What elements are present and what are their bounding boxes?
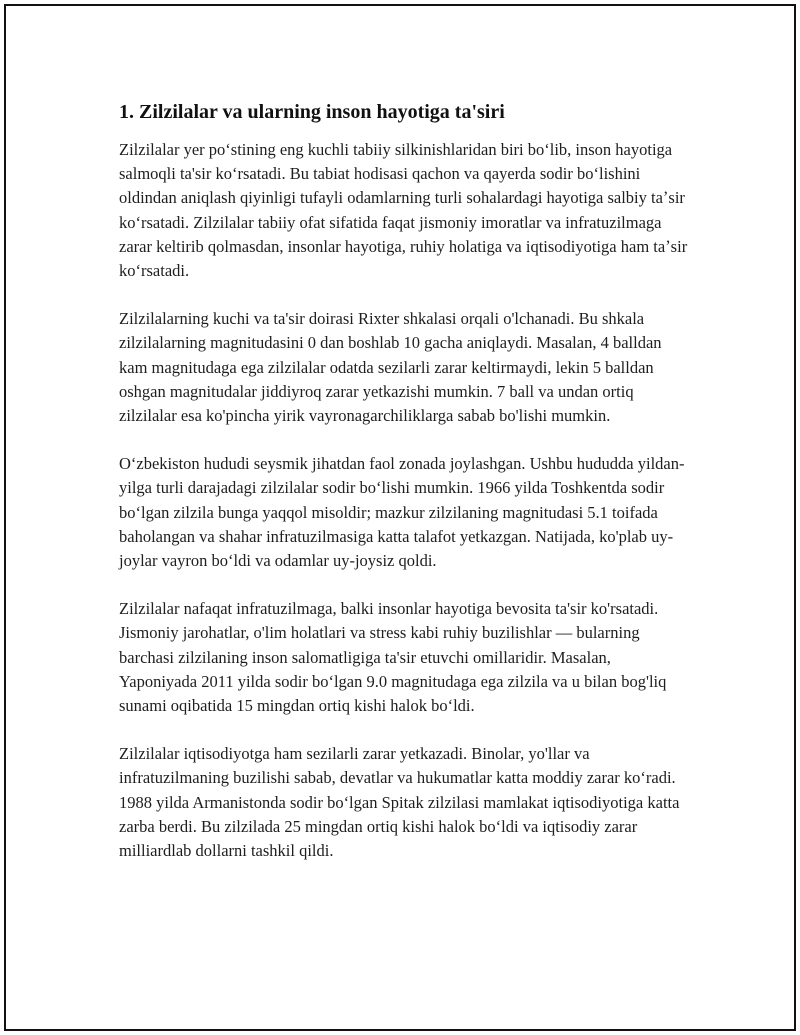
- paragraph-human-impact: Zilzilalar nafaqat infratuzilmaga, balki insonlar hayotiga bevosita ta'sir ko'rsatadi. Jismoniy jarohatlar, o'lim holatlari va stress kabi ruhiy buzilishlar — bularning barchasi zilzilaning inson salomatligiga ta'sir etuvchi omillaridir. Masalan, Yaponiyada 2011 yilda sodir boʻlgan 9.0 magnitudaga ega zilzila va u bilan bog'liq sunami oqibatida 15 mingdan ortiq kishi halok boʻldi.: [119, 599, 667, 716]
- paragraph-richter-scale: Zilzilalarning kuchi va ta'sir doirasi Rixter shkalasi orqali o'lchanadi. Bu shkala zilzilalarning magnitudasini 0 dan boshlab 10 gacha aniqlaydi. Masalan, 4 balldan kam magnitudaga ega zilzilalar odatda sezilarli zarar keltirmaydi, lekin 5 balldan oshgan magnitudalar jiddiyroq zarar yetkazishi mumkin. 7 ball va undan ortiq zilzilalar esa ko'pincha yirik vayronagarchiliklarga sabab bo'lishi mumkin.: [119, 309, 662, 426]
- paragraph-economic-impact: Zilzilalar iqtisodiyotga ham sezilarli zarar yetkazadi. Binolar, yo'llar va infratuzilmaning buzilishi sabab, devatlar va hukumatlar katta moddiy zarar koʻradi. 1988 yilda Armanistonda sodir boʻlgan Spitak zilzilasi mamlakat iqtisodiyotiga katta zarba berdi. Bu zilzilada 25 mingdan ortiq kishi halok boʻldi va iqtisodiy zarar milliardlab dollarni tashkil qildi.: [119, 744, 680, 861]
- paragraph-intro: Zilzilalar yer poʻstining eng kuchli tabiiy silkinishlaridan biri boʻlib, inson hayotiga salmoqli ta'sir koʻrsatadi. Bu tabiat hodisasi qachon va qayerda sodir boʻlishini oldindan aniqlash qiyinligi tufayli odamlarning turli sohalardagi hayotiga salbiy taʼsir koʻrsatadi. Zilzilalar tabiiy ofat sifatida faqat jismoniy imoratlar va infratuzilmaga zarar keltirib qolmasdan, insonlar hayotiga, ruhiy holatiga va iqtisodiyotiga ham taʼsir koʻrsatadi.: [119, 140, 688, 281]
- document-body: [119, 98, 689, 887]
- document-title: 1. Zilzilalar va ularning inson hayotiga ta'siri: [119, 101, 505, 123]
- page-frame: [4, 4, 796, 1031]
- paragraph-uzbekistan: Oʻzbekiston hududi seysmik jihatdan faol zonada joylashgan. Ushbu hududda yildan-yilga turli darajadagi zilzilalar sodir boʻlishi mumkin. 1966 yilda Toshkentda sodir boʻlgan zilzila bunga yaqqol misoldir; mazkur zilzilaning magnitudasi 5.1 toifada baholangan va shahar infratuzilmasiga katta talafot yetkazgan. Natijada, ko'plab uy-joylar vayron boʻldi va odamlar uy-joysiz qoldi.: [119, 454, 685, 571]
